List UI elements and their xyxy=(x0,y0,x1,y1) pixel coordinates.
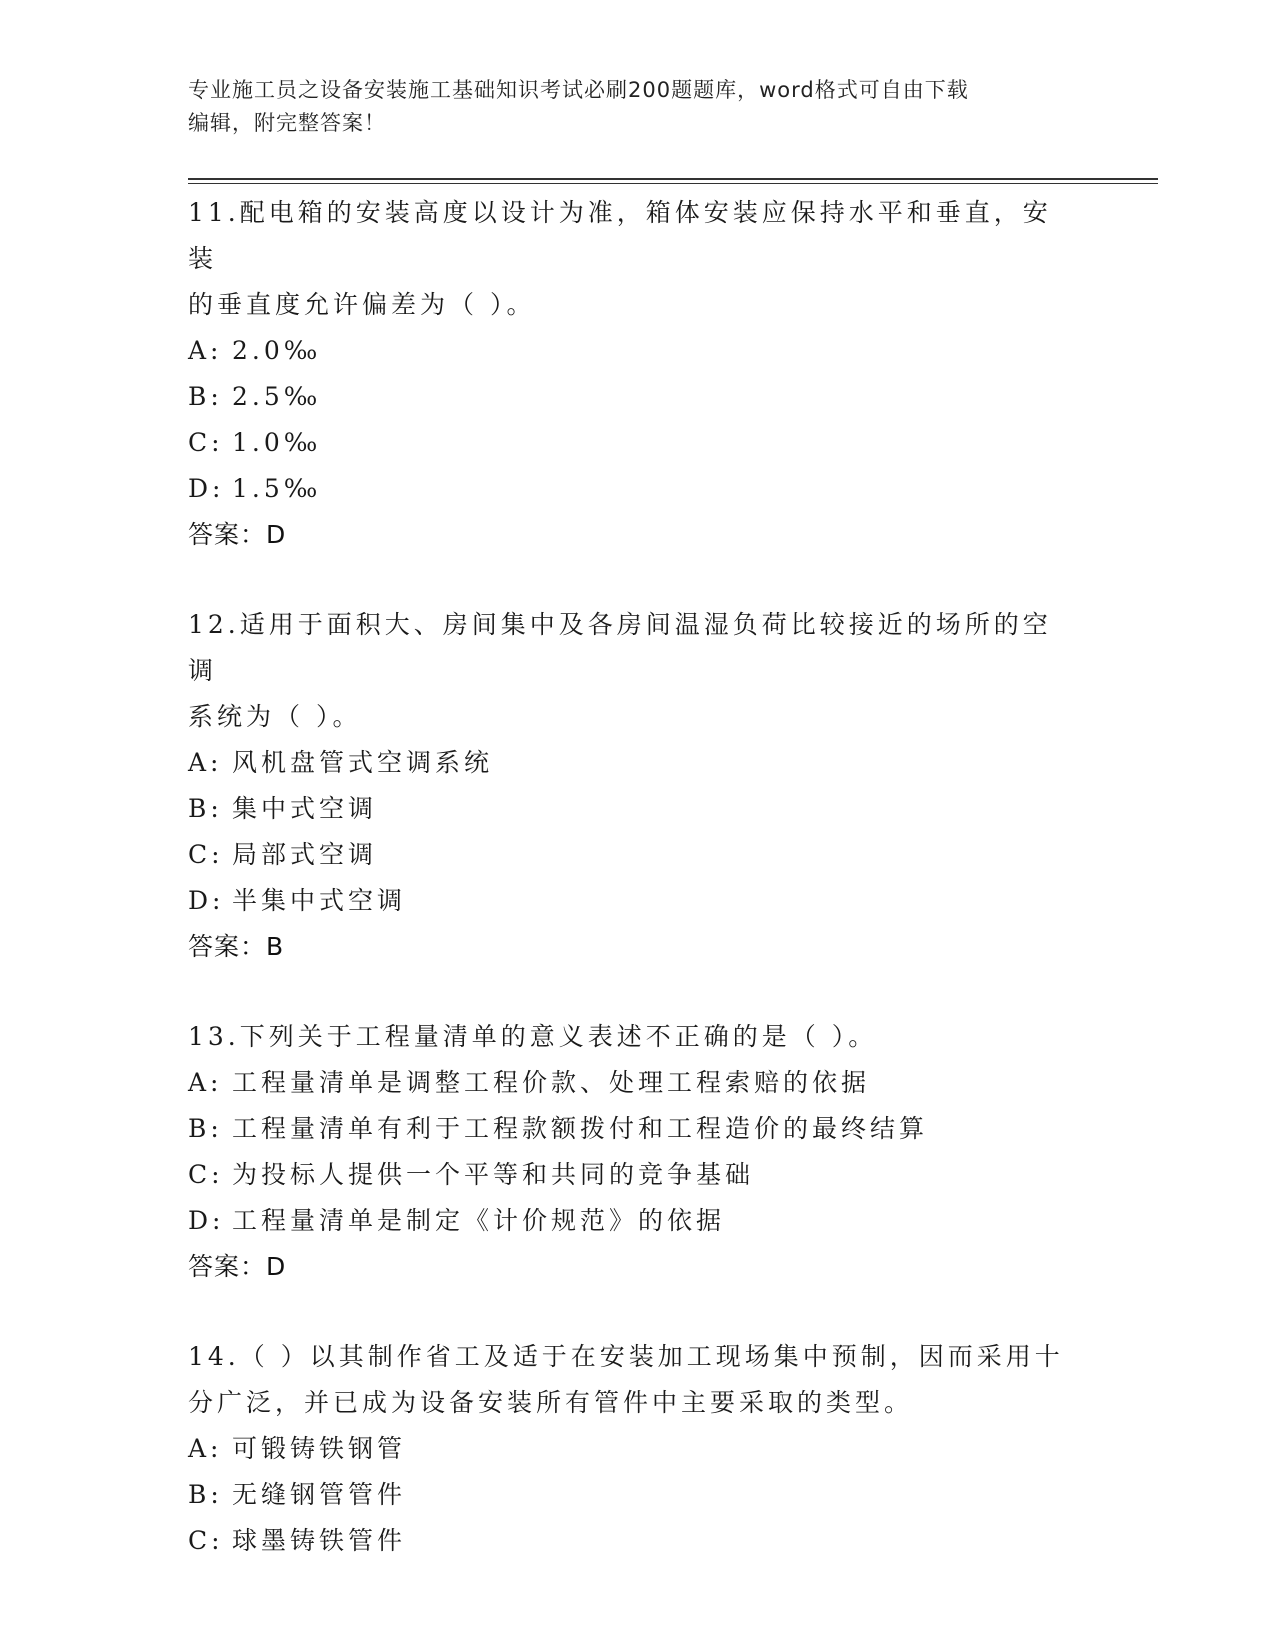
question-stem-line-1: 12.适用于面积大、房间集中及各房间温湿负荷比较接近的场所的空调 xyxy=(188,610,1052,685)
question-stem-line-2: 的垂直度允许偏差为（ ）。 xyxy=(188,290,536,319)
option-b xyxy=(188,786,1088,832)
document-header xyxy=(188,74,1068,140)
option-text: 工程量清单有利于工程款额拨付和工程造价的最终结算 xyxy=(232,1114,929,1143)
answer-line: 答案：D xyxy=(188,520,287,549)
option-d xyxy=(188,1198,1088,1244)
option-letter: A: xyxy=(188,336,223,365)
option-letter: A: xyxy=(188,1068,223,1097)
option-c xyxy=(188,832,1088,878)
question-12 xyxy=(188,602,1088,970)
option-a xyxy=(188,740,1088,786)
option-text: 半集中式空调 xyxy=(232,886,407,915)
option-text: 1.5‰ xyxy=(232,474,322,503)
option-letter: D: xyxy=(188,474,225,503)
header-rule-thin xyxy=(188,183,1158,184)
option-b xyxy=(188,374,1088,420)
option-text: 1.0‰ xyxy=(232,428,322,457)
option-letter: B: xyxy=(188,1480,223,1509)
option-c xyxy=(188,1152,1088,1198)
option-b xyxy=(188,1106,1088,1152)
option-b xyxy=(188,1472,1088,1518)
option-letter: B: xyxy=(188,382,223,411)
option-text: 无缝钢管管件 xyxy=(232,1480,407,1509)
option-d xyxy=(188,466,1088,512)
option-letter: B: xyxy=(188,794,223,823)
question-stem-line-1: 13.下列关于工程量清单的意义表述不正确的是（ ）。 xyxy=(188,1022,878,1051)
option-a xyxy=(188,1060,1088,1106)
question-14 xyxy=(188,1334,1088,1564)
option-letter: C: xyxy=(188,1526,224,1555)
option-letter: D: xyxy=(188,886,225,915)
option-text: 2.0‰ xyxy=(232,336,322,365)
option-text: 工程量清单是调整工程价款、处理工程索赔的依据 xyxy=(232,1068,871,1097)
option-a xyxy=(188,328,1088,374)
answer-line: 答案：B xyxy=(188,932,285,961)
question-stem-line-2: 系统为（ ）。 xyxy=(188,702,362,731)
option-text: 可锻铸铁钢管 xyxy=(232,1434,407,1463)
option-text: 风机盘管式空调系统 xyxy=(232,748,494,777)
question-13 xyxy=(188,1014,1088,1290)
option-a xyxy=(188,1426,1088,1472)
header-title-line-2: 编辑，附完整答案！ xyxy=(188,111,386,135)
question-stem-line-1: 11.配电箱的安装高度以设计为准，箱体安装应保持水平和垂直，安装 xyxy=(188,198,1052,273)
option-letter: C: xyxy=(188,1160,224,1189)
option-letter: C: xyxy=(188,840,224,869)
option-text: 为投标人提供一个平等和共同的竞争基础 xyxy=(232,1160,755,1189)
option-text: 球墨铸铁管件 xyxy=(232,1526,407,1555)
question-list xyxy=(188,190,1088,1608)
header-title-line-1: 专业施工员之设备安装施工基础知识考试必刷200题题库，word格式可自由下载 xyxy=(188,78,969,102)
option-letter: A: xyxy=(188,748,223,777)
header-rule-thick xyxy=(188,178,1158,180)
option-text: 局部式空调 xyxy=(232,840,378,869)
question-stem-line-1: 14.（ ）以其制作省工及适于在安装加工现场集中预制，因而采用十 xyxy=(188,1342,1064,1371)
option-text: 集中式空调 xyxy=(232,794,378,823)
question-stem-line-2: 分广泛，并已成为设备安装所有管件中主要采取的类型。 xyxy=(188,1388,914,1417)
option-text: 2.5‰ xyxy=(232,382,322,411)
option-letter: B: xyxy=(188,1114,223,1143)
option-c xyxy=(188,420,1088,466)
option-d xyxy=(188,878,1088,924)
question-11 xyxy=(188,190,1088,558)
answer-line: 答案：D xyxy=(188,1252,287,1281)
option-text: 工程量清单是制定《计价规范》的依据 xyxy=(232,1206,726,1235)
option-c xyxy=(188,1518,1088,1564)
option-letter: D: xyxy=(188,1206,225,1235)
option-letter: A: xyxy=(188,1434,223,1463)
option-letter: C: xyxy=(188,428,224,457)
